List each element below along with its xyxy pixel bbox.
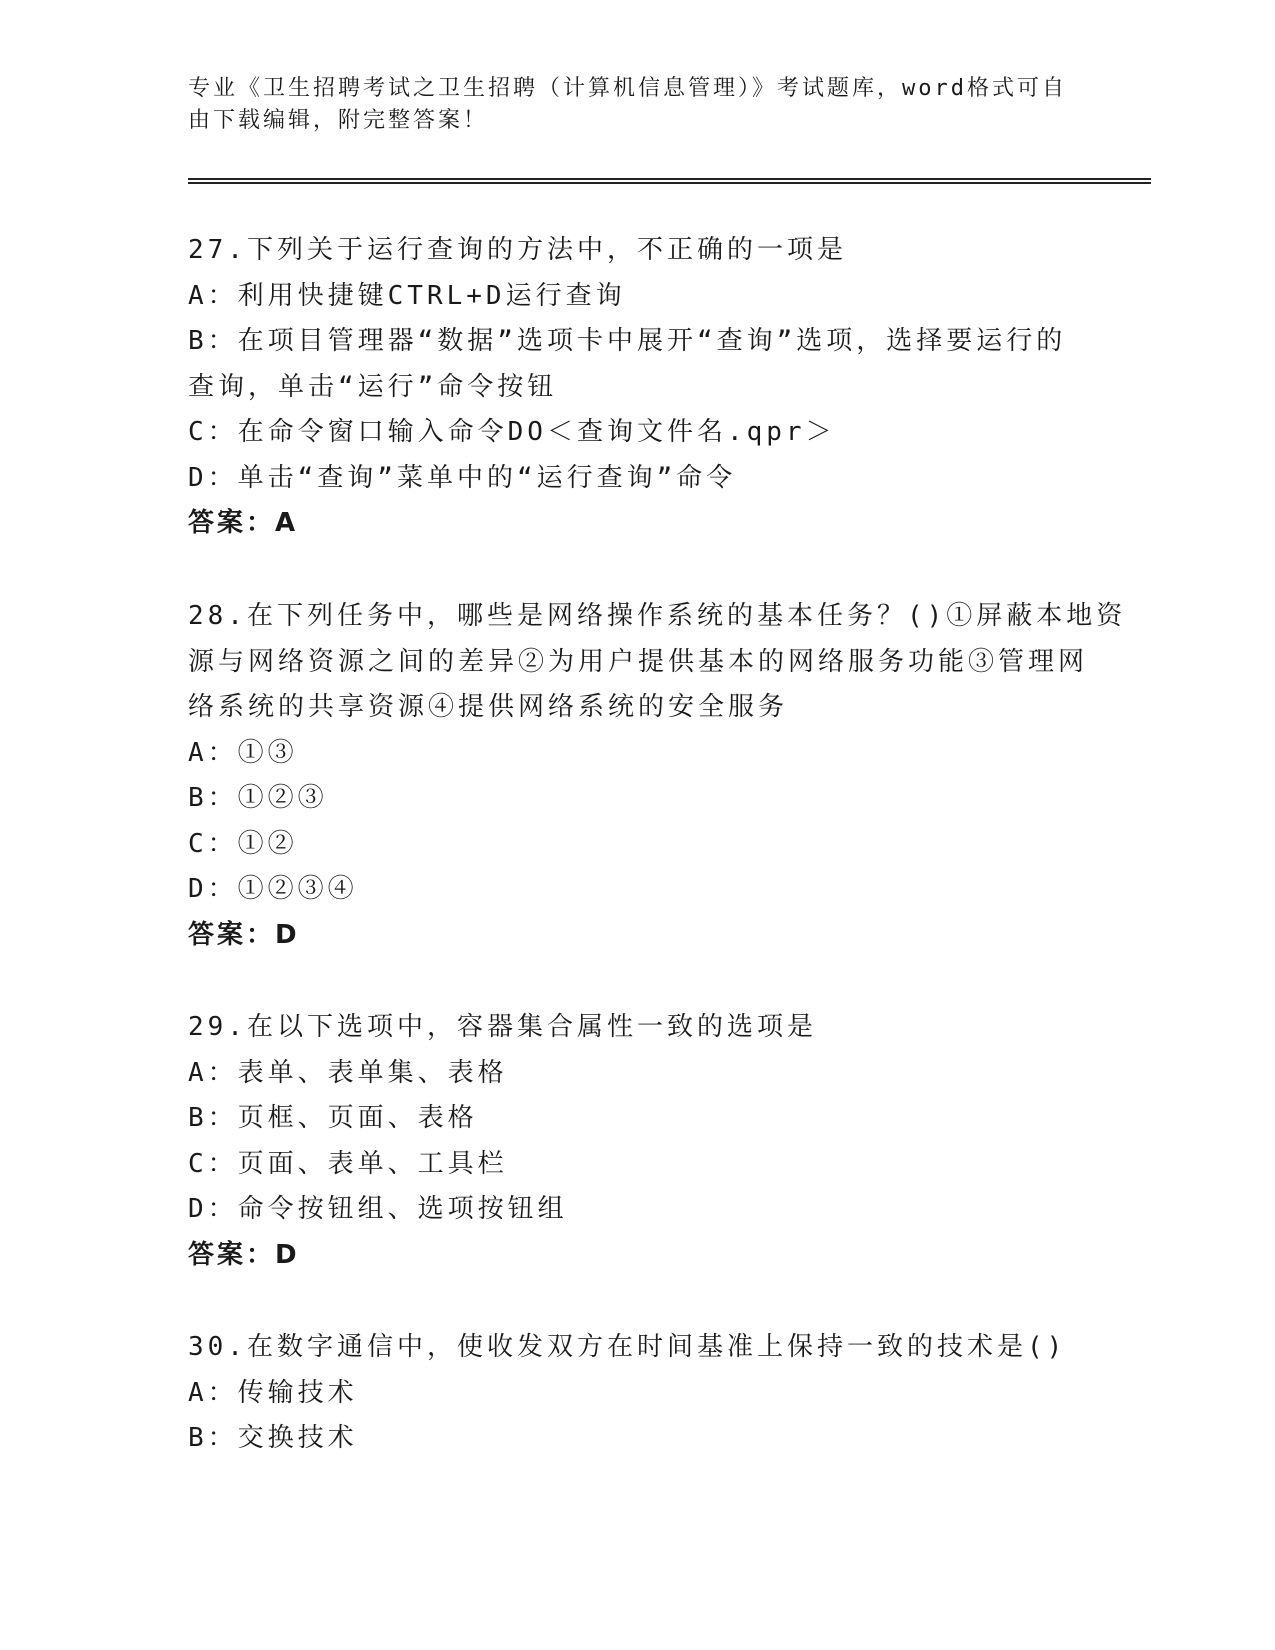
option-c: C：①② xyxy=(188,828,298,859)
option-b-continued: 查询，单击“运行”命令按钮 xyxy=(188,371,558,402)
option-b: B：在项目管理器“数据”选项卡中展开“查询”选项，选择要运行的 xyxy=(188,326,1067,356)
option-d: D：命令按钮组、选项按钮组 xyxy=(188,1194,568,1224)
answer: 答案：D xyxy=(188,919,300,950)
option-b: B：交换技术 xyxy=(188,1423,358,1453)
answer: 答案：A xyxy=(188,508,299,538)
option-c: C：页面、表单、工具栏 xyxy=(188,1148,508,1179)
option-d: D：①②③④ xyxy=(188,874,358,904)
document-header xyxy=(188,73,1068,137)
option-c: C：在命令窗口输入命令DO＜查询文件名.qpr＞ xyxy=(188,417,836,447)
question-text: 27.下列关于运行查询的方法中，不正确的一项是 xyxy=(188,235,847,265)
option-a: A：传输技术 xyxy=(188,1377,358,1408)
option-a: A：利用快捷键CTRL+D运行查询 xyxy=(188,280,626,311)
question-27 xyxy=(188,228,1088,547)
option-b: B：页框、页面、表格 xyxy=(188,1103,478,1133)
question-text: 28.在下列任务中，哪些是网络操作系统的基本任务？()①屏蔽本地资 xyxy=(188,601,1127,631)
header-line: 专业《卫生招聘考试之卫生招聘（计算机信息管理）》考试题库，word格式可自 xyxy=(188,76,1067,101)
question-text: 29.在以下选项中，容器集合属性一致的选项是 xyxy=(188,1012,817,1042)
option-d: D：单击“查询”菜单中的“运行查询”命令 xyxy=(188,462,737,493)
option-a: A：表单、表单集、表格 xyxy=(188,1057,508,1088)
question-text: 源与网络资源之间的差异②为用户提供基本的网络服务功能③管理网 xyxy=(188,646,1089,677)
option-a: A：①③ xyxy=(188,737,298,768)
header-line: 由下载编辑，附完整答案！ xyxy=(188,108,489,133)
answer: 答案：D xyxy=(188,1239,300,1270)
question-text: 30.在数字通信中，使收发双方在时间基准上保持一致的技术是() xyxy=(188,1332,1067,1362)
question-30 xyxy=(188,1325,1088,1462)
question-29 xyxy=(188,1005,1088,1278)
question-28 xyxy=(188,594,1127,958)
question-text: 络系统的共享资源④提供网络系统的安全服务 xyxy=(188,692,789,722)
option-b: B：①②③ xyxy=(188,783,328,813)
header-double-rule xyxy=(188,178,1151,184)
